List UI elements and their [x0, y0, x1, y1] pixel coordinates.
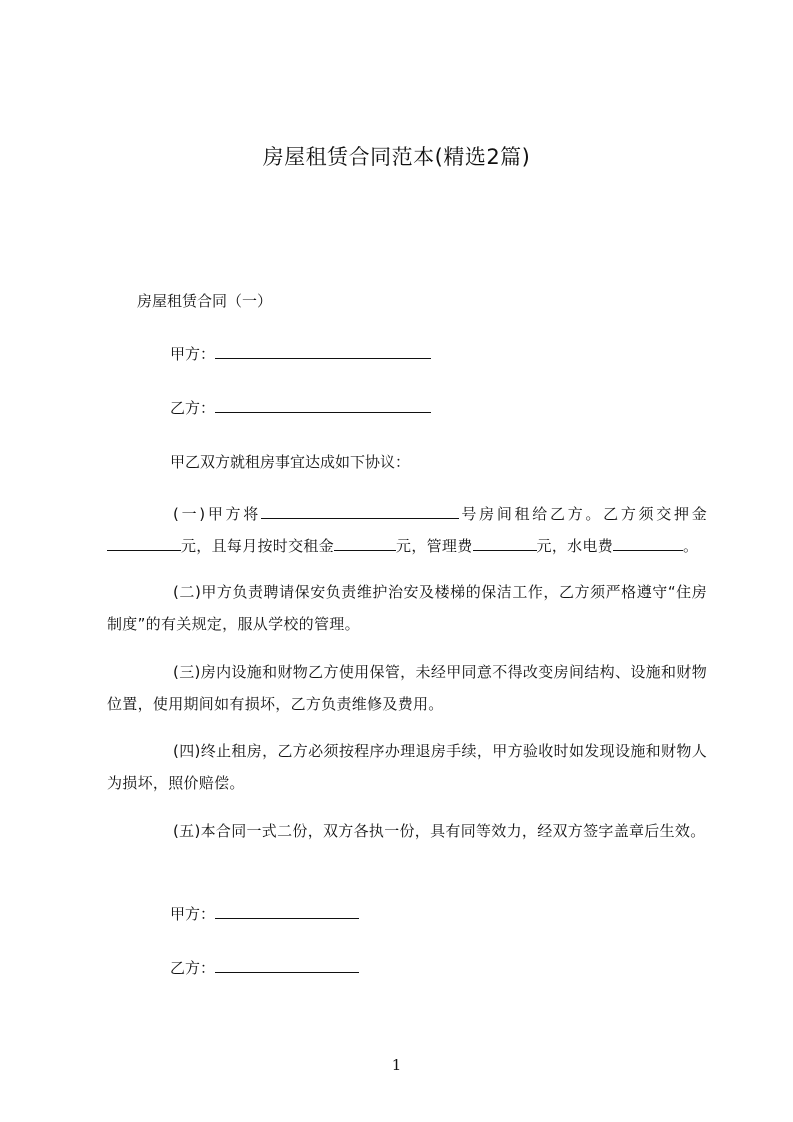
- party-b-line: [170, 398, 431, 418]
- clause-1-after-deposit: 元，且每月按时交租金: [181, 537, 335, 555]
- management-fee-blank: [473, 536, 537, 551]
- page-number: 1: [391, 1056, 402, 1074]
- sign-party-a-line: [170, 904, 359, 924]
- sign-party-b-blank: [215, 958, 359, 973]
- clause-1-prefix: (一)甲方将: [173, 505, 261, 523]
- clause-1-after-room: 号房间租给乙方。乙方须交押金: [459, 505, 707, 523]
- intro-text: 甲乙双方就租房事宜达成如下协议：: [170, 453, 411, 471]
- sign-party-a-blank: [215, 904, 359, 919]
- party-a-line: [170, 344, 431, 364]
- utilities-fee-blank: [613, 536, 683, 551]
- sign-party-b-label: 乙方：: [170, 959, 216, 977]
- clause-3: (三)房内设施和财物乙方使用保管，未经甲同意不得改变房间结构、设施和财物位置，使用期间如有损坏，乙方负责维修及费用。: [107, 663, 707, 713]
- rent-blank: [334, 536, 396, 551]
- clause-4: (四)终止租房，乙方必须按程序办理退房手续，甲方验收时如发现设施和财物人为损坏，照价赔偿。: [107, 742, 707, 792]
- party-a-label: 甲方：: [170, 345, 216, 363]
- party-b-blank: [215, 398, 431, 413]
- clause-1-end: 。: [683, 537, 699, 555]
- room-number-blank: [261, 504, 459, 519]
- section-heading: 房屋租赁合同（一）: [137, 292, 273, 310]
- party-a-blank: [215, 344, 431, 359]
- sign-party-b-line: [170, 958, 359, 978]
- clause-1-after-mgmt: 元，水电费: [536, 537, 614, 555]
- party-b-label: 乙方：: [170, 399, 216, 417]
- document-title: 房屋租赁合同范本(精选2篇): [262, 145, 531, 169]
- clause-2: (二)甲方负责聘请保安负责维护治安及楼梯的保洁工作，乙方须严格遵守“住房制度”的有关规定，服从学校的管理。: [107, 583, 707, 633]
- sign-party-a-label: 甲方：: [170, 905, 216, 923]
- deposit-blank: [107, 536, 181, 551]
- clause-1: [107, 498, 707, 562]
- clause-5: (五)本合同一式二份，双方各执一份，具有同等效力，经双方签字盖章后生效。: [173, 822, 706, 840]
- clause-1-after-rent: 元，管理费: [396, 537, 473, 555]
